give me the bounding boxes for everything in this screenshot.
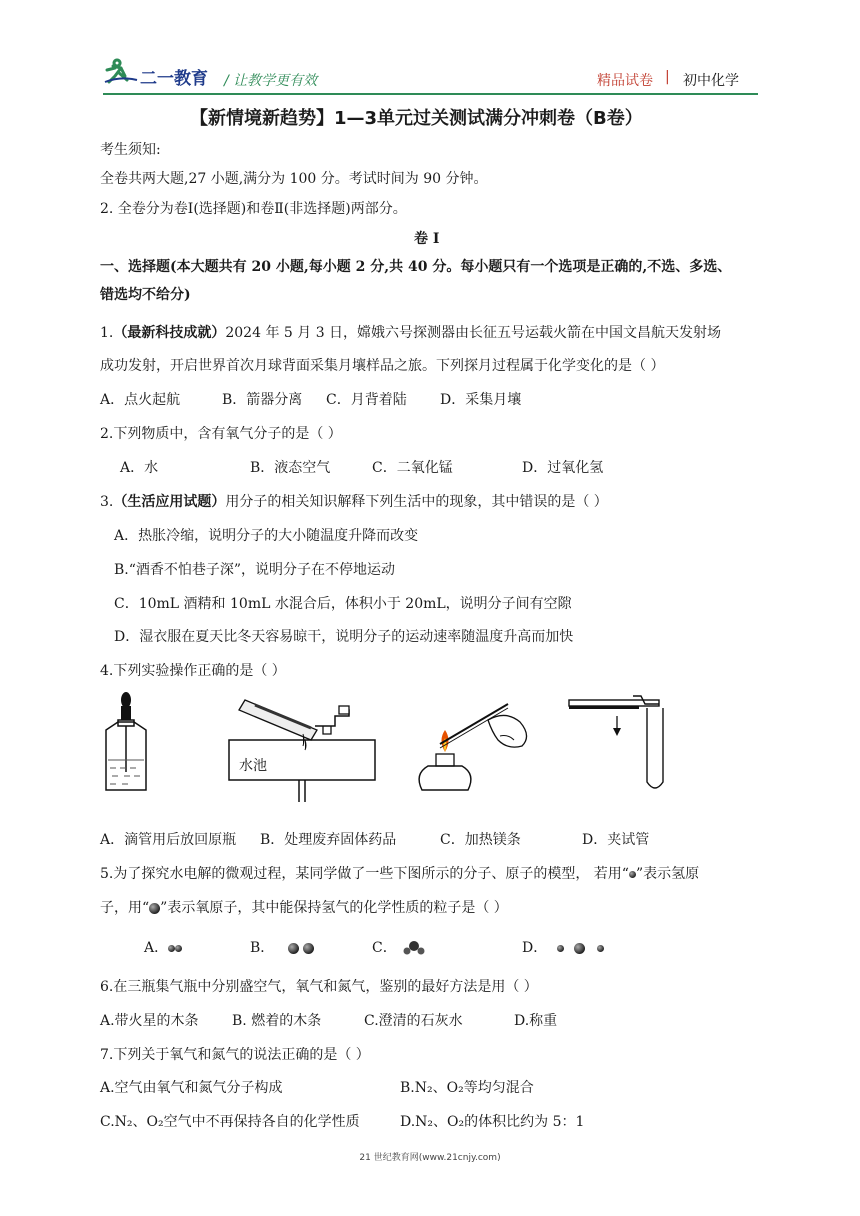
- q7-stem: 7.下列关于氧气和氮气的说法正确的是（ ）: [100, 1047, 370, 1063]
- molecule-h2-icon: [168, 945, 175, 952]
- q2-option-c: C．二氧化锰: [372, 460, 453, 476]
- q1-option-b: B．箭器分离: [222, 392, 303, 408]
- q6-option-c: C.澄清的石灰水: [364, 1013, 463, 1029]
- slogan: / 让教学更有效: [224, 73, 318, 89]
- oxygen-atom-icon: [149, 903, 160, 914]
- q4-option-a: A．滴管用后放回原瓶: [100, 832, 237, 848]
- oxygen-atom-icon: [288, 943, 299, 954]
- dropper-bottle-figure: [100, 690, 160, 795]
- q7-option-d: D.N₂、O₂的体积比约为 5：1: [400, 1114, 585, 1130]
- tag-separator: |: [665, 69, 670, 85]
- q3-prefix: 3.: [100, 494, 114, 510]
- q6-option-d: D.称重: [514, 1013, 558, 1029]
- q5-option-a: [144, 938, 182, 958]
- q5-option-d-label: D．: [522, 940, 548, 956]
- oxygen-atom-icon: [574, 943, 585, 954]
- q6-option-a: A.带火星的木条: [100, 1013, 199, 1029]
- hydrogen-atom-icon: [557, 945, 564, 952]
- q5-option-c: [372, 938, 427, 958]
- hydrogen-atom-icon: [629, 871, 636, 878]
- q5-option-d: [522, 938, 604, 958]
- q5-option-b: [250, 938, 314, 958]
- hydrogen-atom-icon: [597, 945, 604, 952]
- q3-option-a: A．热胀冷缩，说明分子的大小随温度升降而改变: [114, 528, 419, 544]
- q6-stem: 6.在三瓶集气瓶中分别盛空气，氧气和氮气，鉴别的最好方法是用（ ）: [100, 979, 538, 995]
- q5-text-2b: ”表示氧原子，其中能保持氢气的化学性质的粒子是（ ）: [160, 900, 508, 916]
- alcohol-lamp-figure: [410, 696, 540, 801]
- q2-option-d: D．过氧化氢: [522, 460, 604, 476]
- q5-option-a-label: A．: [144, 940, 169, 956]
- q4-option-c: C．加热镁条: [440, 832, 521, 848]
- q7-option-c: C.N₂、O₂空气中不再保持各自的化学性质: [100, 1114, 360, 1130]
- q4-option-b: B．处理废弃固体药品: [260, 832, 397, 848]
- section-heading-line-2: 错选均不给分): [100, 287, 191, 303]
- q3-option-d: D．湿衣服在夏天比冬天容易晾干，说明分子的运动速率随温度升高而加快: [114, 629, 574, 645]
- notice-line-1: 全卷共两大题,27 小题,满分为 100 分。考试时间为 90 分钟。: [100, 171, 488, 187]
- page-title: 【新情境新趋势】1—3单元过关测试满分冲刺卷（B卷）: [190, 108, 643, 129]
- q1-option-c: C．月背着陆: [326, 392, 407, 408]
- q2-option-a: A．水: [120, 460, 159, 476]
- q5-text-1a: 5.为了探究水电解的微观过程，某同学做了一些下图所示的分子、原子的模型， 若用“: [100, 866, 629, 882]
- q1-text: 2024 年 5 月 3 日，嫦娥六号探测器由长征五号运载火箭在中国文昌航天发射场: [225, 325, 722, 341]
- tag-premium: 精品试卷: [597, 73, 653, 89]
- q2-option-b: B．液态空气: [250, 460, 331, 476]
- oxygen-atom-icon: [303, 943, 314, 954]
- sink-disposal-figure: [225, 690, 385, 805]
- runner-logo-icon: [103, 56, 139, 86]
- q5-text-2a: 子，用“: [100, 900, 150, 916]
- q5-line-2: [100, 898, 508, 918]
- section-heading-line-1: 一、选择题(本大题共有 20 小题,每小题 2 分,共 40 分。每小题只有一个选项是正确的,不选、多选、: [100, 259, 732, 275]
- q1-line-1: [100, 323, 721, 343]
- q4-stem: 4.下列实验操作正确的是（ ）: [100, 663, 286, 679]
- tag-subject: 初中化学: [683, 73, 739, 89]
- q7-option-b: B.N₂、O₂等均匀混合: [400, 1080, 534, 1096]
- q2-stem: 2.下列物质中，含有氧气分子的是（ ）: [100, 426, 342, 442]
- q1-option-a: A．点火起航: [100, 392, 181, 408]
- q3-option-b: B.“酒香不怕巷子深”，说明分子在不停地运动: [114, 562, 396, 578]
- q5-text-1b: ”表示氢原: [635, 866, 700, 882]
- q3-tag: （生活应用试题）: [113, 494, 226, 510]
- q1-line-2: 成功发射，开启世界首次月球背面采集月壤样品之旅。下列探月过程属于化学变化的是（ ）: [100, 358, 665, 374]
- logo-text: 二一教育: [140, 69, 208, 89]
- q1-option-d: D．采集月壤: [440, 392, 522, 408]
- q1-tag: （最新科技成就）: [113, 325, 226, 341]
- notice-line-2: 2. 全卷分为卷Ⅰ(选择题)和卷Ⅱ(非选择题)两部分。: [100, 201, 407, 217]
- water-molecule-icon: [401, 940, 427, 956]
- section-roll: 卷 Ⅰ: [414, 231, 440, 247]
- q4-option-d: D．夹试管: [582, 832, 650, 848]
- notice-label: 考生须知:: [100, 142, 161, 158]
- q5-option-c-label: C．: [372, 940, 397, 956]
- q3-stem: 用分子的相关知识解释下列生活中的现象，其中错误的是（ ）: [225, 494, 608, 510]
- q3-option-c: C．10mL 酒精和 10mL 水混合后，体积小于 20mL，说明分子间有空隙: [114, 596, 572, 612]
- q5-line-1: [100, 864, 699, 884]
- q6-option-b: B. 燃着的木条: [232, 1013, 322, 1029]
- pool-label: 水池: [239, 758, 267, 774]
- hydrogen-atom-icon: [175, 945, 182, 952]
- test-tube-clamp-figure: [565, 690, 675, 800]
- q5-option-b-label: B．: [250, 940, 275, 956]
- q1-prefix: 1.: [100, 325, 114, 341]
- page-footer: 21 世纪教育网(www.21cnjy.com): [359, 1153, 501, 1163]
- q3-stem-line: [100, 492, 608, 512]
- header-rule: [103, 93, 758, 95]
- q7-option-a: A.空气由氧气和氮气分子构成: [100, 1080, 283, 1096]
